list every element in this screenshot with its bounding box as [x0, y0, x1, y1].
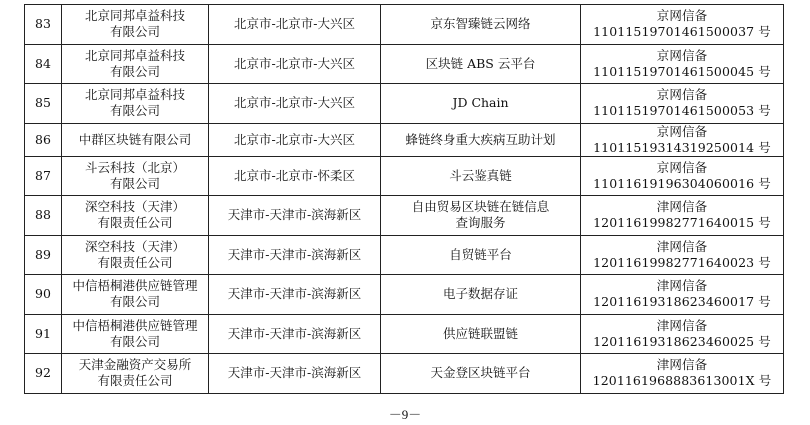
table-row: [25, 275, 784, 315]
region: 北京市-北京市-怀柔区: [209, 156, 381, 196]
service-name-line: 自贸链平台: [449, 246, 512, 262]
entity-name-line: 有限公司: [109, 175, 160, 191]
entity-name-line: 斗云科技（北京）: [84, 159, 185, 175]
entity-name-line: 有限责任公司: [97, 373, 173, 389]
filing-number: 京网信备 11011619196304060016 号: [581, 156, 784, 196]
table-row: [25, 354, 784, 394]
entity-name-line: 深空科技（天津）: [84, 238, 185, 254]
row-number: 84: [25, 44, 62, 84]
row-number: 88: [25, 196, 62, 236]
entity-name: [62, 196, 209, 236]
entity-name-line: 有限责任公司: [97, 254, 173, 270]
entity-name: [62, 275, 209, 315]
entity-name: [62, 84, 209, 124]
service-name: [381, 196, 581, 236]
service-name-line: 天金登区块链平台: [430, 365, 531, 381]
service-name-line: 区块链 ABS 云平台: [425, 55, 536, 71]
region: 北京市-北京市-大兴区: [209, 5, 381, 45]
service-name-line: 斗云鉴真链: [449, 167, 512, 183]
row-number: 86: [25, 123, 62, 156]
service-name: [381, 44, 581, 84]
row-number: 83: [25, 5, 62, 45]
entity-name-line: 北京同邦卓益科技: [84, 8, 185, 24]
table-row: [25, 44, 784, 84]
service-name-line: 蜂链终身重大疾病互助计划: [405, 131, 556, 147]
filing-number: 津网信备 1201161968883613001X 号: [581, 354, 784, 394]
entity-name: [62, 156, 209, 196]
service-name-line: 自由贸易区块链在链信息: [411, 199, 550, 215]
service-name: [381, 84, 581, 124]
entity-name-line: 有限责任公司: [97, 215, 173, 231]
service-name: [381, 5, 581, 45]
table-row: [25, 5, 784, 45]
entity-name-line: 有限公司: [109, 63, 160, 79]
service-name: [381, 354, 581, 394]
region: 北京市-北京市-大兴区: [209, 44, 381, 84]
table-row: [25, 196, 784, 236]
service-name: [381, 275, 581, 315]
row-number: 89: [25, 235, 62, 275]
entity-name-line: 深空科技（天津）: [84, 199, 185, 215]
service-name-line: JD Chain: [452, 95, 509, 111]
region: 北京市-北京市-大兴区: [209, 84, 381, 124]
table-row: [25, 123, 784, 156]
table-row: [25, 314, 784, 354]
entity-name: [62, 5, 209, 45]
filing-number: 津网信备 12011619318623460025 号: [581, 314, 784, 354]
row-number: 90: [25, 275, 62, 315]
region: 天津市-天津市-滨海新区: [209, 235, 381, 275]
entity-name: [62, 44, 209, 84]
page-number: －9－: [388, 407, 422, 422]
region: 天津市-天津市-滨海新区: [209, 314, 381, 354]
filing-number: 津网信备 12011619982771640023 号: [581, 235, 784, 275]
entity-name: [62, 354, 209, 394]
row-number: 91: [25, 314, 62, 354]
service-name: [381, 235, 581, 275]
table-row: [25, 156, 784, 196]
region: 天津市-天津市-滨海新区: [209, 354, 381, 394]
row-number: 85: [25, 84, 62, 124]
entity-name-line: 天津金融资产交易所: [78, 357, 192, 373]
service-name: [381, 123, 581, 156]
service-name-line: 供应链联盟链: [442, 325, 518, 341]
entity-name-line: 北京同邦卓益科技: [84, 47, 185, 63]
entity-name-line: 中群区块链有限公司: [78, 131, 192, 147]
region: 天津市-天津市-滨海新区: [209, 275, 381, 315]
filing-number: 京网信备 11011519701461500053 号: [581, 84, 784, 124]
entity-name: [62, 235, 209, 275]
table-row: [25, 84, 784, 124]
service-name: [381, 156, 581, 196]
filing-number: 京网信备 11011519701461500037 号: [581, 5, 784, 45]
registry-table: [24, 4, 784, 394]
entity-name-line: 北京同邦卓益科技: [84, 87, 185, 103]
registry-table-body: [25, 5, 784, 394]
entity-name-line: 有限公司: [109, 333, 160, 349]
table-row: [25, 235, 784, 275]
region: 天津市-天津市-滨海新区: [209, 196, 381, 236]
entity-name-line: 中信梧桐港供应链管理: [72, 317, 198, 333]
region: 北京市-北京市-大兴区: [209, 123, 381, 156]
service-name: [381, 314, 581, 354]
filing-number: 津网信备 12011619982771640015 号: [581, 196, 784, 236]
filing-number: 津网信备 12011619318623460017 号: [581, 275, 784, 315]
entity-name-line: 有限公司: [109, 294, 160, 310]
entity-name: [62, 123, 209, 156]
entity-name: [62, 314, 209, 354]
service-name-line: 电子数据存证: [442, 286, 518, 302]
service-name-line: 京东智臻链云网络: [430, 16, 531, 32]
row-number: 92: [25, 354, 62, 394]
filing-number: 京网信备 11011519701461500045 号: [581, 44, 784, 84]
service-name-line: 查询服务: [455, 215, 506, 231]
entity-name-line: 有限公司: [109, 103, 160, 119]
entity-name-line: 中信梧桐港供应链管理: [72, 278, 198, 294]
row-number: 87: [25, 156, 62, 196]
filing-number: 京网信备 11011519314319250014 号: [581, 123, 784, 156]
entity-name-line: 有限公司: [109, 24, 160, 40]
